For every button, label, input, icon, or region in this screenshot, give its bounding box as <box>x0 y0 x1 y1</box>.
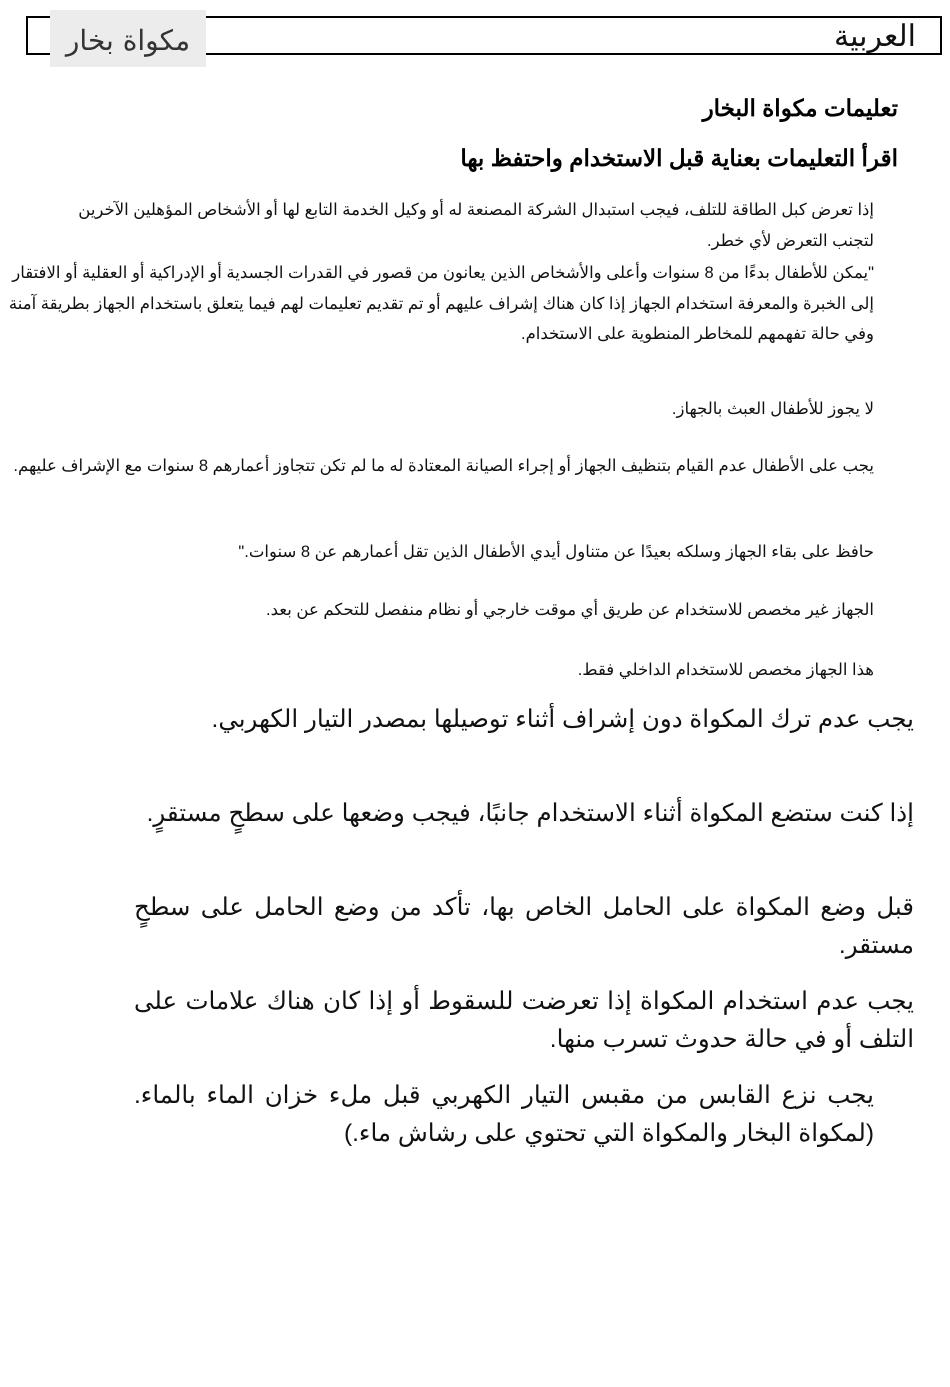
paragraph-indoor-use: هذا الجهاز مخصص للاستخدام الداخلي فقط. <box>577 661 874 679</box>
paragraph-power-cable: إذا تعرض كبل الطاقة للتلف، فيجب استبدال الشركة المصنعة له أو وكيل الخدمة التابع لها أو الأشخاص المؤهلين الآخرين لتجنب التعرض لأي خطر. <box>78 201 874 250</box>
page-header <box>26 16 942 55</box>
paragraph-unplug-before-filling: يجب نزع القابس من مقبس التيار الكهربي قبل ملء خزان الماء بالماء. (لمكواة البخار والمكواة التي تحتوي على رشاش ماء.) <box>134 1082 874 1147</box>
document-title: تعليمات مكواة البخار <box>702 95 898 121</box>
paragraph-no-timer: الجهاز غير مخصص للاستخدام عن طريق أي موقت خارجي أو نظام منفصل للتحكم عن بعد. <box>266 601 874 619</box>
language-label: العربية <box>834 19 916 54</box>
paragraph-no-playing: لا يجوز للأطفال العبث بالجهاز. <box>671 400 874 418</box>
product-label: مكواة بخار <box>50 10 206 67</box>
paragraph-unattended: يجب عدم ترك المكواة دون إشراف أثناء توصيلها بمصدر التيار الكهربي. <box>211 706 914 733</box>
paragraph-stable-surface: إذا كنت ستضع المكواة أثناء الاستخدام جانبًا، فيجب وضعها على سطحٍ مستقرٍ. <box>146 800 914 827</box>
paragraph-keep-away: حافظ على بقاء الجهاز وسلكه بعيدًا عن متناول أيدي الأطفال الذين تقل أعمارهم عن 8 سنوات." <box>238 543 874 561</box>
paragraph-children-capabilities: "يمكن للأطفال بدءًا من 8 سنوات وأعلى والأشخاص الذين يعانون من قصور في القدرات الجسدية أو الإدراكية أو العقلية أو الافتقار إلى الخبرة والمعرفة استخدام الجهاز إذا كان هناك إشراف عليهم أو تم تقديم تعليمات لهم فيما يتعلق باستخدام الجهاز بطريقة آمنة وفي حالة تفهمهم للمخاطر المنطوية على الاستخدام. <box>8 264 874 343</box>
paragraph-cleaning-supervision: يجب على الأطفال عدم القيام بتنظيف الجهاز أو إجراء الصيانة المعتادة له ما لم تكن تتجاوز أعمارهم 8 سنوات مع الإشراف عليهم. <box>13 457 874 475</box>
paragraph-damage: يجب عدم استخدام المكواة إذا تعرضت للسقوط أو إذا كان هناك علامات على التلف أو في حالة حدوث تسرب منها. <box>134 988 914 1053</box>
document-subtitle: اقرأ التعليمات بعناية قبل الاستخدام واحتفظ بها <box>460 145 898 171</box>
paragraph-stand: قبل وضع المكواة على الحامل الخاص بها، تأكد من وضع الحامل على سطحٍ مستقر. <box>134 894 914 959</box>
